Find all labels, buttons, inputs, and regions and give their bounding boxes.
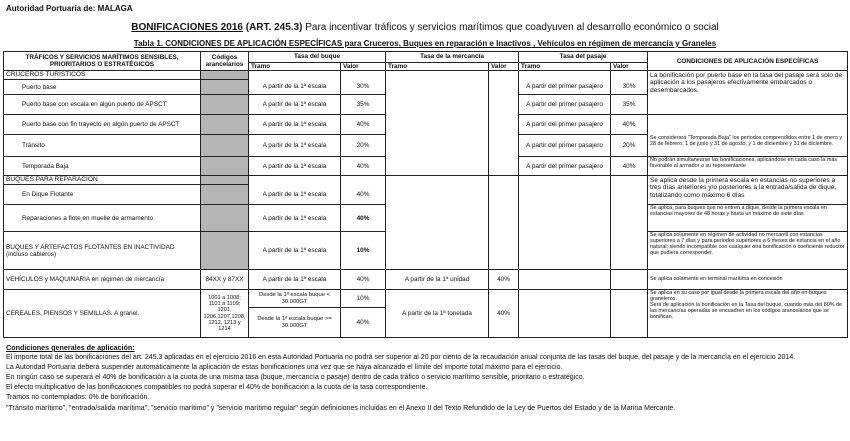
header-pasaje-tramo: Tramo — [519, 63, 611, 71]
header-buque-tramo: Tramo — [249, 63, 341, 71]
row-label: Puerto base con fin trayecto en algún puerto de APSCT — [4, 115, 201, 135]
buque-valor-1: 10% — [341, 290, 386, 308]
codigos-cell — [201, 185, 249, 205]
row-label: VEHÍCULOS y MAQUINARIA en régimen de mercancía — [4, 270, 201, 290]
header-traficos: TRÁFICOS Y SERVICIOS MARÍTIMOS SENSIBLES, PRIORITARIOS O ESTRATÉGICOS — [4, 52, 201, 71]
buque-tramo: A partir de la 1ª escala — [249, 135, 341, 157]
header-tasa-mercancia: Tasa de la mercancía — [386, 52, 519, 63]
buque-tramo: A partir de la 1ª escala — [249, 232, 341, 270]
merc-valor: 40% — [489, 270, 519, 290]
merc-valor: 40% — [489, 290, 519, 338]
pasaje-valor: 40% — [611, 115, 648, 135]
buque-valor: 40% — [341, 157, 386, 176]
condition-flote: Se aplica, para buques que no entren a dique, desde la primera escala en estancias mayores de 48 horas y hasta un máximo de siete días — [648, 205, 848, 232]
buque-valor: 10% — [341, 232, 386, 270]
table-row — [4, 270, 848, 290]
pasaje-tramo: A partir del primer pasajero — [519, 95, 611, 115]
codigos-cell: 84XX y 87XX — [201, 270, 249, 290]
codigos-cell — [201, 80, 249, 95]
pasaje-tramo: A partir del primer pasajero — [519, 80, 611, 95]
header-tasa-pasaje: Tasa del pasaje — [519, 52, 648, 63]
row-label: Puerto base con escala en algún puerto de APSCT — [4, 95, 201, 115]
condition-inactividad: Se aplica solamente en régimen de actividad no mercantil con estancias superiores a 7 días y para periodos superiores a 6 meses de estancia en el año natural; siendo incompatible con cualquier otra bonificación o coeficiente reductor que pudiera corresponder. — [648, 232, 848, 270]
header-codigos: Códigos arancelarios — [201, 52, 249, 71]
section-reparacion: BUQUES PARA REPARACIÓN — [4, 176, 201, 185]
title-rest: Para incentivar tráficos y servicios marítimos que coadyuven al desarrollo económico o social — [305, 22, 719, 33]
condition-vehiculos: Se aplica solamente en terminal marítima en concesión — [648, 270, 848, 290]
row-label: Reparaciones a flote en muelle de armamento — [4, 205, 201, 232]
row-label: BUQUES Y ARTEFACTOS FLOTANTES EN INACTIVIDAD (incluso cableros) — [4, 232, 201, 270]
row-label: En Dique Flotante — [4, 185, 201, 205]
buque-tramo: A partir de la 1ª escala — [249, 95, 341, 115]
general-line: El importe total de las bonificaciones del art. 245.3 aplicadas en el ejercicio 2016 en esta Autoridad Portuaria no podrá ser superior al 20 por ciento de la recaudación anual conjunta de las tasas del buque, del pasaje y de la mercancía en el ejercicio 2014. — [6, 354, 796, 362]
buque-valor: 40% — [341, 205, 386, 232]
row-label: Puerto base — [4, 80, 201, 95]
codigos-cell — [201, 115, 249, 135]
buque-tramo-1: Desde la 1ª escala buque < 30.000GT — [249, 290, 341, 308]
buque-valor-2: 40% — [341, 308, 386, 338]
codigos-cell — [201, 71, 249, 80]
buque-valor: 40% — [341, 115, 386, 135]
table-row — [4, 290, 848, 308]
condition-no-simultanear: No podrán simultanearse las bonificaciones, aplicándose en cada caso la más favorable al armador o su representante — [648, 157, 848, 176]
condition-temporada: Se considerará "Temporada Baja" los periodos comprendidos entre 1 de enero y 28 de febrero, 1 de junio y 31 de agosto, y 1 de diciembre y 31 de diciembre. — [648, 135, 848, 157]
pasaje-valor: 35% — [611, 95, 648, 115]
pasaje-valor: 30% — [611, 80, 648, 95]
codigos-cell — [201, 232, 249, 270]
buque-tramo: A partir de la 1ª escala — [249, 157, 341, 176]
buque-valor: 30% — [341, 80, 386, 95]
buque-tramo: A partir de la 1ª escala — [249, 270, 341, 290]
buque-tramo: A partir de la 1ª escala — [249, 185, 341, 205]
codigos-cell — [201, 95, 249, 115]
title-article: (ART. 245.3) — [245, 22, 303, 33]
condition-dique: Se aplica desde la primera escala en estancias no superiores a tres días anteriores y/o posteriores a la entrada/salida de dique, totalizando como máximo 6 días — [648, 176, 848, 205]
header-pasaje-valor: Valor — [611, 63, 648, 71]
table-subtitle: Tabla 1. CONDICIONES DE APLICACIÓN ESPECÍFICAS para Cruceros, Buques en reparación e Inactivos , Vehículos en régimen de mercancía y Graneles — [133, 39, 717, 48]
codigos-cell — [201, 135, 249, 157]
general-heading: Condiciones generales de aplicación: — [6, 343, 135, 352]
pasaje-valor: 40% — [611, 157, 648, 176]
codigos-cell — [201, 157, 249, 176]
pasaje-tramo: A partir del primer pasajero — [519, 115, 611, 135]
buque-tramo-2: Desde la 1ª escala buque >= 30.000GT — [249, 308, 341, 338]
pasaje-valor: 20% — [611, 135, 648, 157]
buque-tramo: A partir de la 1ª escala — [249, 205, 341, 232]
condition-cereales-1: Se aplica en su caso por igual desde la primera escala del año en buques graneleros. — [650, 290, 827, 303]
header-merc-valor: Valor — [489, 63, 519, 71]
buque-valor: 40% — [341, 185, 386, 205]
buque-valor: 40% — [341, 270, 386, 290]
general-line: En ningún caso se superará el 40% de bonificación a la cuota de una misma tasa (buque, mercancía o pasaje) dentro de cada tráfico o servicio marítimo sensible, prioritario o estratégico. — [6, 374, 585, 382]
buque-valor: 35% — [341, 95, 386, 115]
bonus-table — [3, 51, 848, 338]
section-cruceros: CRUCEROS TURÍSTICOS — [4, 71, 201, 80]
pasaje-tramo: A partir del primer pasajero — [519, 135, 611, 157]
header-condiciones: CONDICIONES DE APLICACIÓN ESPECÍFICAS — [648, 52, 848, 71]
condition-cruceros-base: La bonificación por puerto base en la tasa del pasaje será solo de aplicación a los pasajeros efectivamente embarcados o desembarcados. — [648, 71, 848, 115]
codigos-cell — [201, 176, 249, 185]
authority-name: Autoridad Portuaria de: MALAGA — [6, 4, 133, 13]
condition-cereales — [648, 290, 848, 338]
pasaje-tramo: A partir del primer pasajero — [519, 157, 611, 176]
page-title — [0, 22, 850, 33]
row-label: Tránsito — [4, 135, 201, 157]
row-label: Temporada Baja — [4, 157, 201, 176]
header-merc-tramo: Tramo — [386, 63, 489, 71]
general-line: El efecto multiplicativo de las bonificaciones compatibles no podrá superar el 40% de bonificación a la cuota de la tasa correspondiente. — [6, 384, 428, 392]
general-line: La Autoridad Portuaria deberá suspender automáticamente la aplicación de estas bonificaciones una vez que se haya alcanzado el límite del importe total máximo para el ejercicio. — [6, 364, 563, 372]
buque-tramo: A partir de la 1ª escala — [249, 115, 341, 135]
codigos-cell — [201, 205, 249, 232]
merc-tramo: A partir de la 1ª unidad — [386, 270, 489, 290]
general-line: "Tránsito marítimo", "entrada/salida marítima", "servicio marítimo" y "servicio marítimo regular" según definiciones incluidas en el Anexo II del Texto Refundido de la Ley de Puertos del Estado y de la Marina Mercante. — [6, 404, 676, 412]
condition-cereales-2: Será de aplicación la bonificación en la Tasa del buque, cuando más del 80% de las mercancías operadas se encuadren en los códigos arancelarios que se bonifican. — [650, 302, 843, 320]
header-tasa-buque: Tasa del buque — [249, 52, 386, 63]
title-bold: BONIFICACIONES 2016 — [131, 22, 243, 33]
buque-valor: 20% — [341, 135, 386, 157]
merc-tramo: A partir de la 1ª tonelada — [386, 290, 489, 338]
general-conditions — [6, 343, 844, 414]
codigos-cell: 1001 a 1008; 1101 a 1109; 1201, 1206,1207,1208, 1212, 1213 y 1214 — [201, 290, 249, 338]
buque-tramo: A partir de la 1ª escala — [249, 80, 341, 95]
row-label: CEREALES, PIENSOS Y SEMILLAS. A granel. — [4, 290, 201, 338]
general-line: Tramos no contemplados: 0% de bonificación. — [6, 394, 150, 402]
header-buque-valor: Valor — [341, 63, 386, 71]
